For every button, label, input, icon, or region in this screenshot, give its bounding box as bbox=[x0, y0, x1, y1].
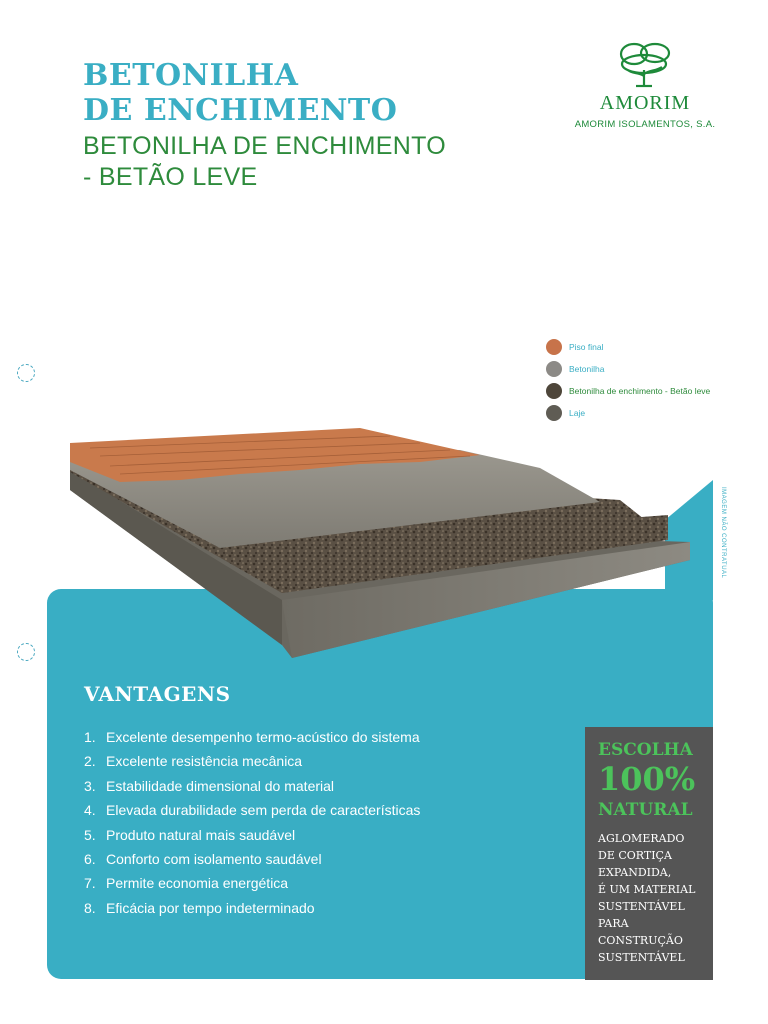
item-text: Permite economia energética bbox=[106, 875, 289, 892]
item-number: 8. bbox=[84, 899, 96, 916]
company-name: AMORIM ISOLAMENTOS, S.A. bbox=[574, 119, 716, 130]
badge-text-line: É UM MATERIAL bbox=[598, 883, 696, 896]
badge-text-line: DE CORTIÇA bbox=[598, 849, 672, 862]
legend-label: Piso final bbox=[569, 342, 604, 352]
badge-text-line: EXPANDIDA, bbox=[598, 866, 672, 879]
badge-text-line: SUSTENTÁVEL bbox=[598, 900, 685, 913]
amorim-logo bbox=[560, 40, 730, 130]
badge-line-percent: 100% bbox=[598, 760, 696, 798]
item-text: Conforto com isolamento saudável bbox=[106, 850, 322, 867]
item-number: 3. bbox=[84, 777, 96, 794]
badge-line-natural: NATURAL bbox=[598, 800, 693, 820]
list-item bbox=[84, 873, 420, 897]
list-item bbox=[84, 849, 420, 873]
item-text: Estabilidade dimensional do material bbox=[106, 777, 335, 794]
badge-text-line: PARA bbox=[598, 917, 629, 930]
title-line-1: BETONILHA bbox=[83, 58, 299, 93]
dashed-circle-marker bbox=[17, 364, 35, 382]
dashed-circle-marker bbox=[17, 643, 35, 661]
item-number: 7. bbox=[84, 875, 96, 892]
title-line-2: DE ENCHIMENTO bbox=[83, 93, 398, 128]
legend-swatch bbox=[546, 383, 562, 399]
page-title bbox=[83, 58, 397, 128]
legend-swatch bbox=[546, 361, 562, 377]
list-item bbox=[84, 800, 420, 824]
item-number: 2. bbox=[84, 753, 96, 770]
floor-layers-illustration bbox=[60, 410, 700, 670]
legend-item bbox=[546, 358, 710, 380]
legend-item bbox=[546, 380, 710, 402]
item-text: Eficácia por tempo indeterminado bbox=[106, 899, 315, 916]
legend-swatch bbox=[546, 339, 562, 355]
list-item bbox=[84, 825, 420, 849]
badge-text-line: AGLOMERADO bbox=[598, 832, 685, 845]
legend-label: Betonilha de enchimento - Betão leve bbox=[569, 386, 711, 396]
legend-item bbox=[546, 336, 710, 358]
subtitle-line-1: BETONILHA DE ENCHIMENTO bbox=[83, 132, 446, 160]
legend-label: Laje bbox=[569, 408, 586, 418]
item-number: 5. bbox=[84, 826, 96, 843]
tree-icon bbox=[610, 40, 680, 90]
list-item bbox=[84, 751, 420, 775]
side-disclaimer: IMAGEM NÃO CONTRATUAL bbox=[720, 487, 726, 579]
legend-label: Betonilha bbox=[569, 364, 605, 374]
subtitle-line-2: - BETÃO LEVE bbox=[83, 163, 258, 191]
item-number: 6. bbox=[84, 850, 96, 867]
badge-description bbox=[598, 830, 695, 966]
badge-text-line: CONSTRUÇÃO bbox=[598, 934, 683, 947]
badge-line-escolha: ESCOLHA bbox=[598, 740, 693, 760]
item-number: 4. bbox=[84, 802, 96, 819]
advantages-list bbox=[84, 727, 420, 922]
item-number: 1. bbox=[84, 729, 96, 745]
item-text: Produto natural mais saudável bbox=[106, 826, 296, 843]
list-item bbox=[84, 898, 420, 922]
item-text: Excelente desempenho termo-acústico do sistema bbox=[106, 729, 420, 745]
item-text: Elevada durabilidade sem perda de características bbox=[106, 802, 421, 819]
advantages-heading: VANTAGENS bbox=[84, 682, 231, 706]
page-subtitle bbox=[83, 131, 446, 193]
brand-name: AMORIM bbox=[599, 92, 691, 114]
badge-text-line: SUSTENTÁVEL bbox=[598, 951, 685, 964]
item-text: Excelente resistência mecânica bbox=[106, 753, 303, 770]
list-item bbox=[84, 776, 420, 800]
list-item bbox=[84, 727, 420, 751]
